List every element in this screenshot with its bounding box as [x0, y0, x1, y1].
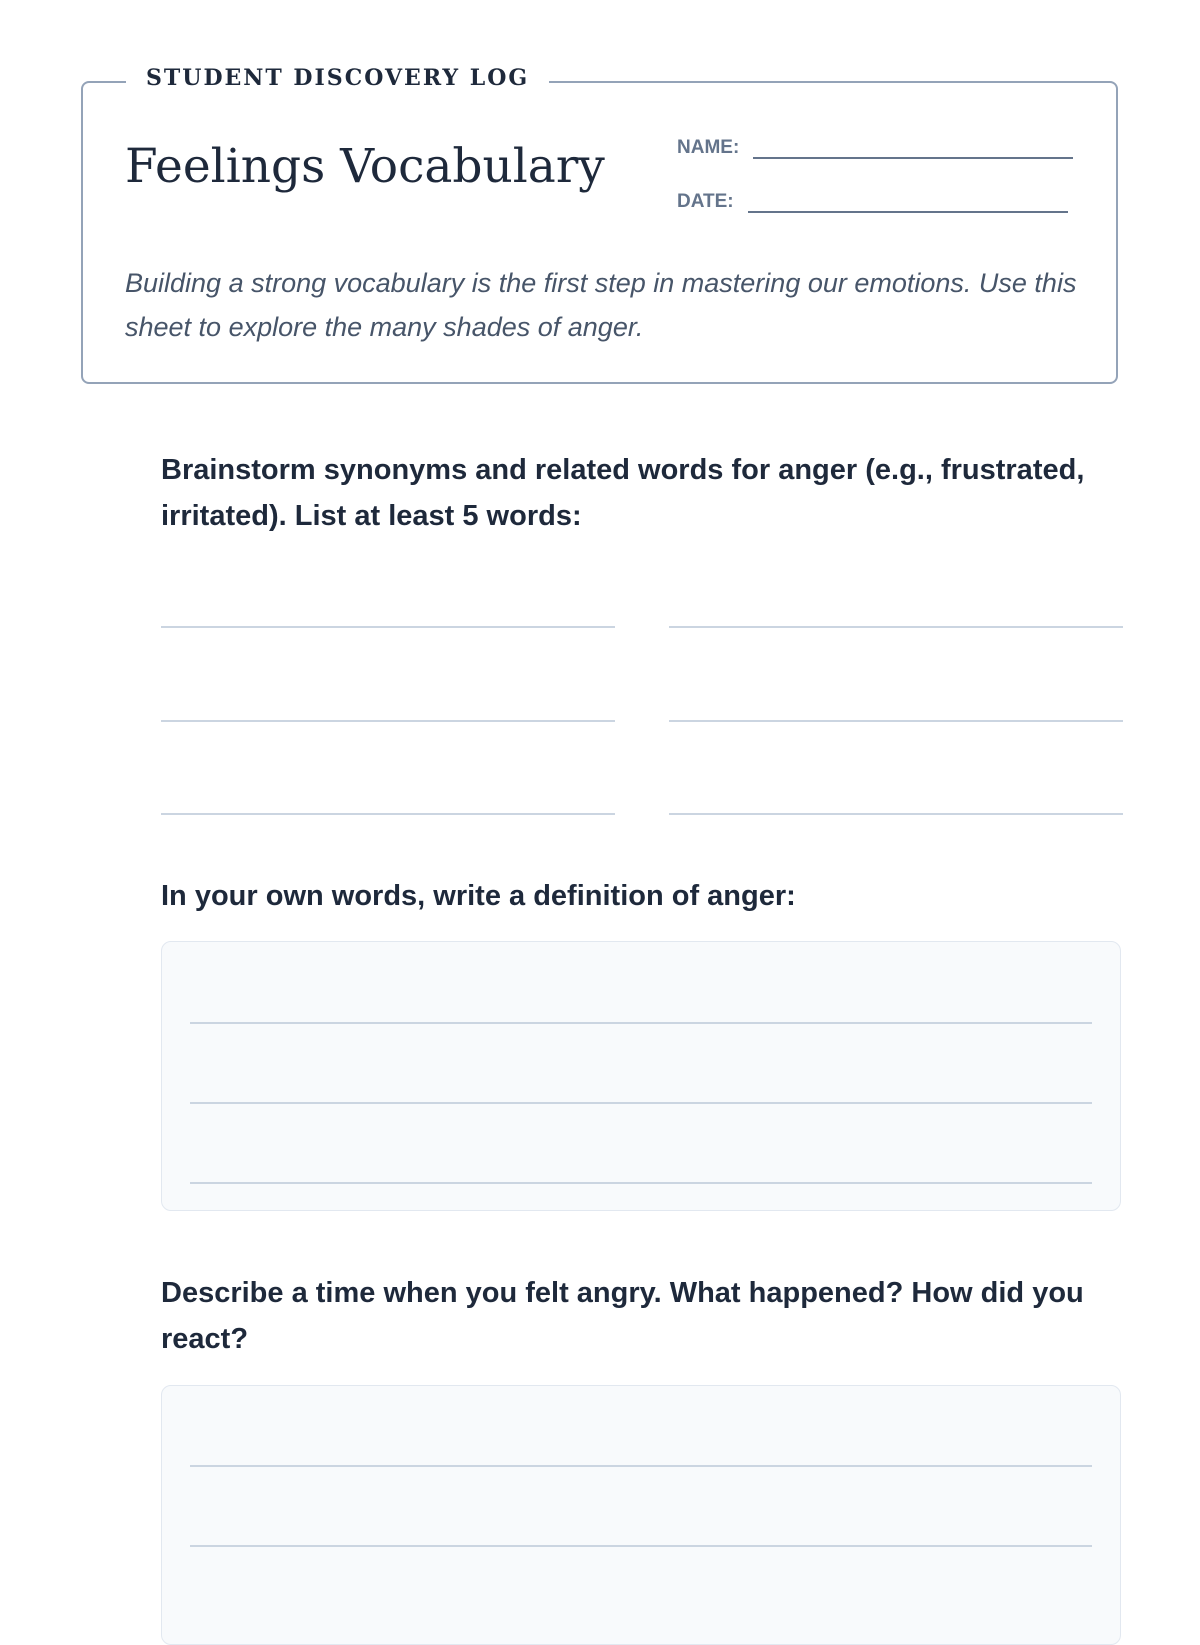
word-blank[interactable]	[161, 720, 615, 722]
name-label: NAME:	[677, 137, 740, 158]
word-blank[interactable]	[161, 626, 615, 628]
question-brainstorm: Brainstorm synonyms and related words for anger (e.g., frustrated, irritated). List at least 5 words:	[161, 454, 1085, 532]
definition-answer-box[interactable]	[161, 941, 1121, 1211]
question-describe-experience: Describe a time when you felt angry. What happened? How did you react?	[161, 1277, 1084, 1355]
answer-line	[190, 1102, 1092, 1104]
date-field	[677, 187, 1068, 213]
answer-line	[190, 1182, 1092, 1184]
name-input-line[interactable]	[753, 133, 1073, 159]
log-tag: STUDENT DISCOVERY LOG	[126, 62, 549, 94]
word-blank[interactable]	[669, 813, 1123, 815]
date-label: DATE:	[677, 191, 734, 212]
answer-line	[190, 1545, 1092, 1547]
word-blank[interactable]	[161, 813, 615, 815]
word-blank[interactable]	[669, 720, 1123, 722]
answer-line	[190, 1022, 1092, 1024]
date-input-line[interactable]	[748, 187, 1068, 213]
answer-line	[190, 1465, 1092, 1467]
experience-answer-box[interactable]	[161, 1385, 1121, 1645]
name-field	[677, 133, 1073, 159]
header-card	[81, 65, 1118, 384]
word-blank[interactable]	[669, 626, 1123, 628]
page-title: Feelings Vocabulary	[125, 139, 605, 194]
question-definition: In your own words, write a definition of anger:	[161, 880, 796, 912]
intro-text: Building a strong vocabulary is the first step in mastering our emotions. Use this sheet to explore the many shades of anger.	[125, 268, 1077, 342]
